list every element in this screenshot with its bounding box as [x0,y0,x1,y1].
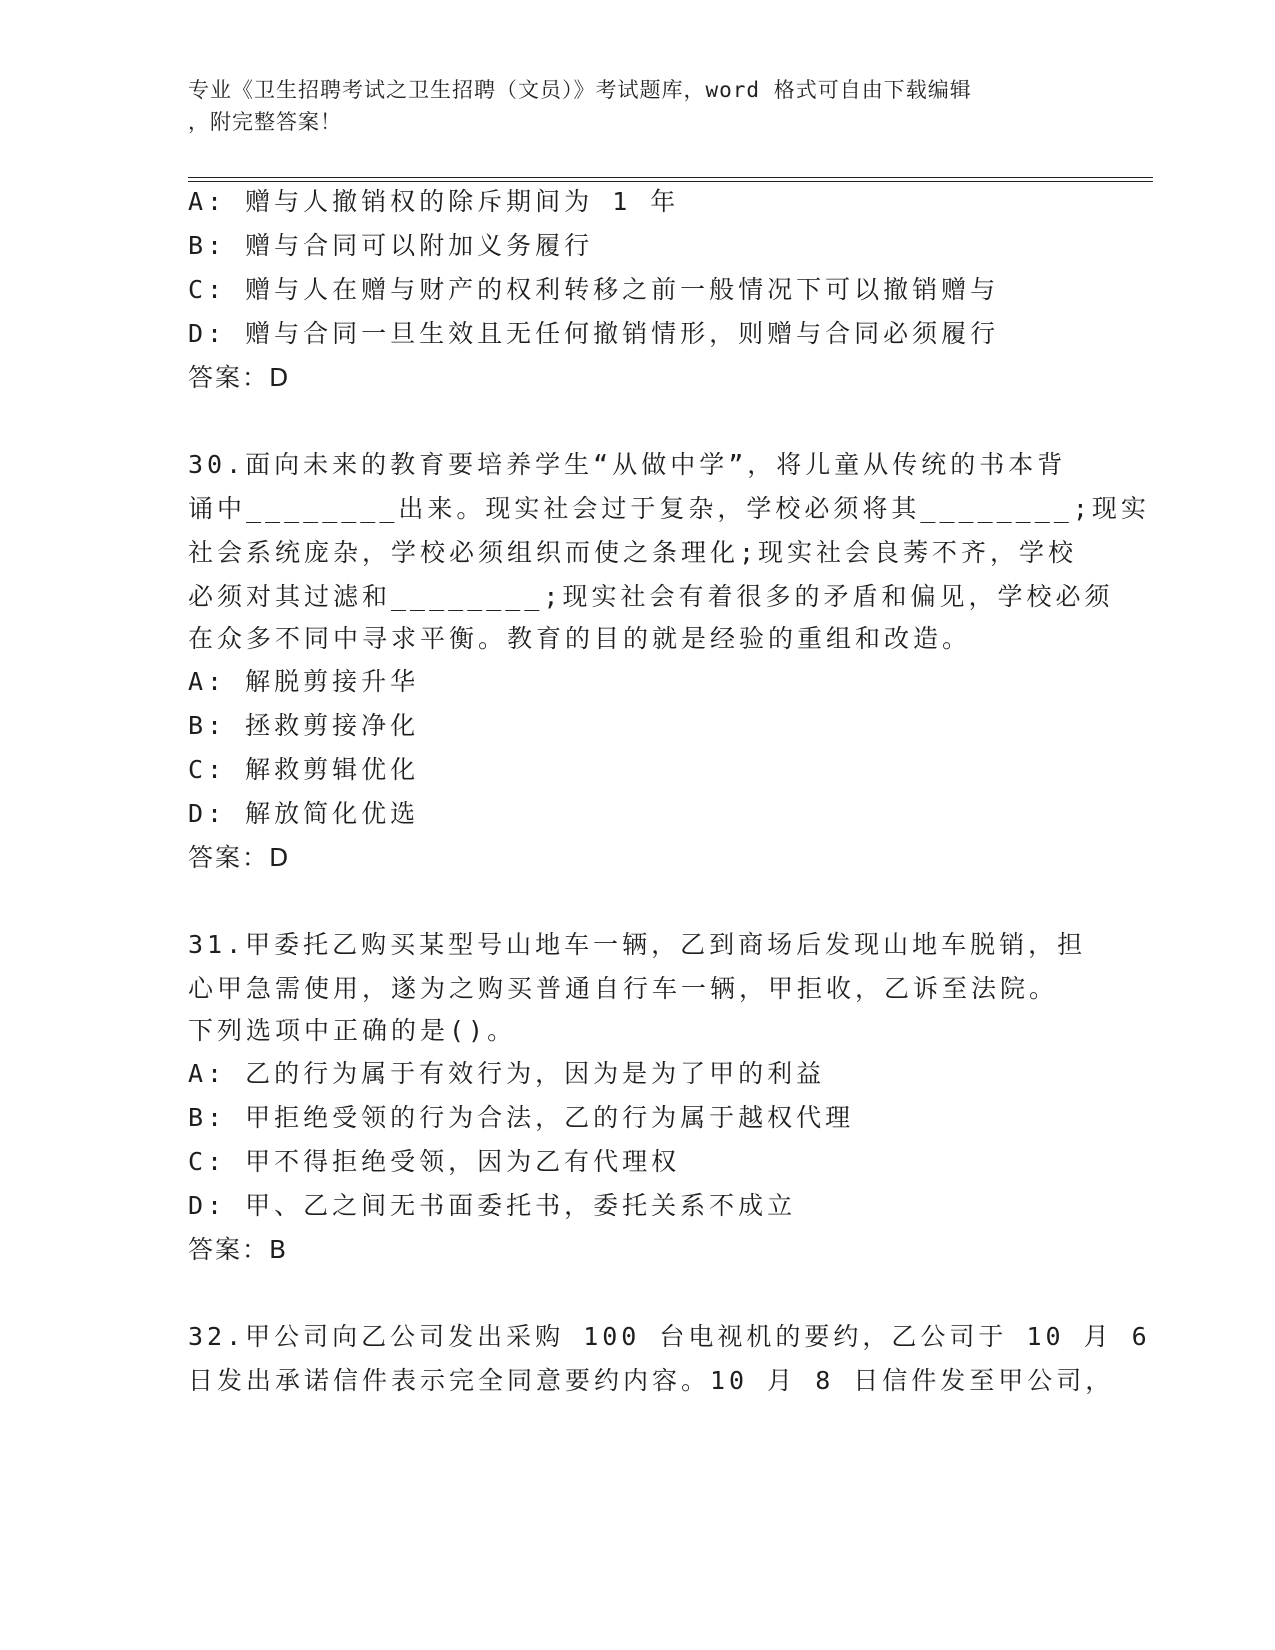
q31-stem-line-3: 下列选项中正确的是()。 [188,1016,517,1045]
q31-option-d: D: 甲、乙之间无书面委托书，委托关系不成立 [188,1191,797,1220]
q29-option-d: D: 赠与合同一旦生效且无任何撤销情形，则赠与合同必须履行 [188,319,1000,348]
q30-option-a: A: 解脱剪接升华 [188,667,420,696]
q30-stem-line-4: 必须对其过滤和________;现实社会有着很多的矛盾和偏见，学校必须 [188,582,1114,611]
q30-option-d: D: 解放简化优选 [188,799,420,828]
header-line-2: ，附完整答案！ [188,110,342,134]
q29-option-c: C: 赠与人在赠与财产的权利转移之前一般情况下可以撤销赠与 [188,275,1000,304]
header-divider-top [188,177,1153,178]
q30-option-c: C: 解救剪辑优化 [188,755,420,784]
header-divider-bottom [188,181,1153,182]
q32-stem-line-2: 日发出承诺信件表示完全同意要约内容。10 月 8 日信件发至甲公司， [188,1366,1115,1395]
q31-option-b: B: 甲拒绝受领的行为合法，乙的行为属于越权代理 [188,1103,855,1132]
q29-option-b: B: 赠与合同可以附加义务履行 [188,231,594,260]
q29-option-a: A: 赠与人撤销权的除斥期间为 1 年 [188,187,680,216]
header-line-1: 专业《卫生招聘考试之卫生招聘（文员）》考试题库，word 格式可自由下载编辑 [188,78,972,102]
q32-stem-line-1: 32.甲公司向乙公司发出采购 100 台电视机的要约，乙公司于 10 月 6 [188,1322,1151,1351]
q31-option-a: A: 乙的行为属于有效行为，因为是为了甲的利益 [188,1059,826,1088]
q30-stem-line-2: 诵中________出来。现实社会过于复杂，学校必须将其________;现实 [188,494,1150,523]
q31-stem-line-1: 31.甲委托乙购买某型号山地车一辆，乙到商场后发现山地车脱销，担 [188,930,1087,959]
document-header [188,74,1088,138]
q30-stem-line-3: 社会系统庞杂，学校必须组织而使之条理化;现实社会良莠不齐，学校 [188,538,1078,567]
q29-answer: 答案：D [188,363,291,392]
q30-option-b: B: 拯救剪接净化 [188,711,420,740]
q31-option-c: C: 甲不得拒绝受领，因为乙有代理权 [188,1147,681,1176]
q31-answer: 答案：B [188,1235,289,1264]
q31-stem-line-2: 心甲急需使用，遂为之购买普通自行车一辆，甲拒收，乙诉至法院。 [188,974,1059,1003]
q30-stem-line-1: 30.面向未来的教育要培养学生“从做中学”，将儿童从传统的书本背 [188,450,1067,479]
q30-stem-line-5: 在众多不同中寻求平衡。教育的目的就是经验的重组和改造。 [188,624,972,653]
q30-answer: 答案：D [188,843,291,872]
